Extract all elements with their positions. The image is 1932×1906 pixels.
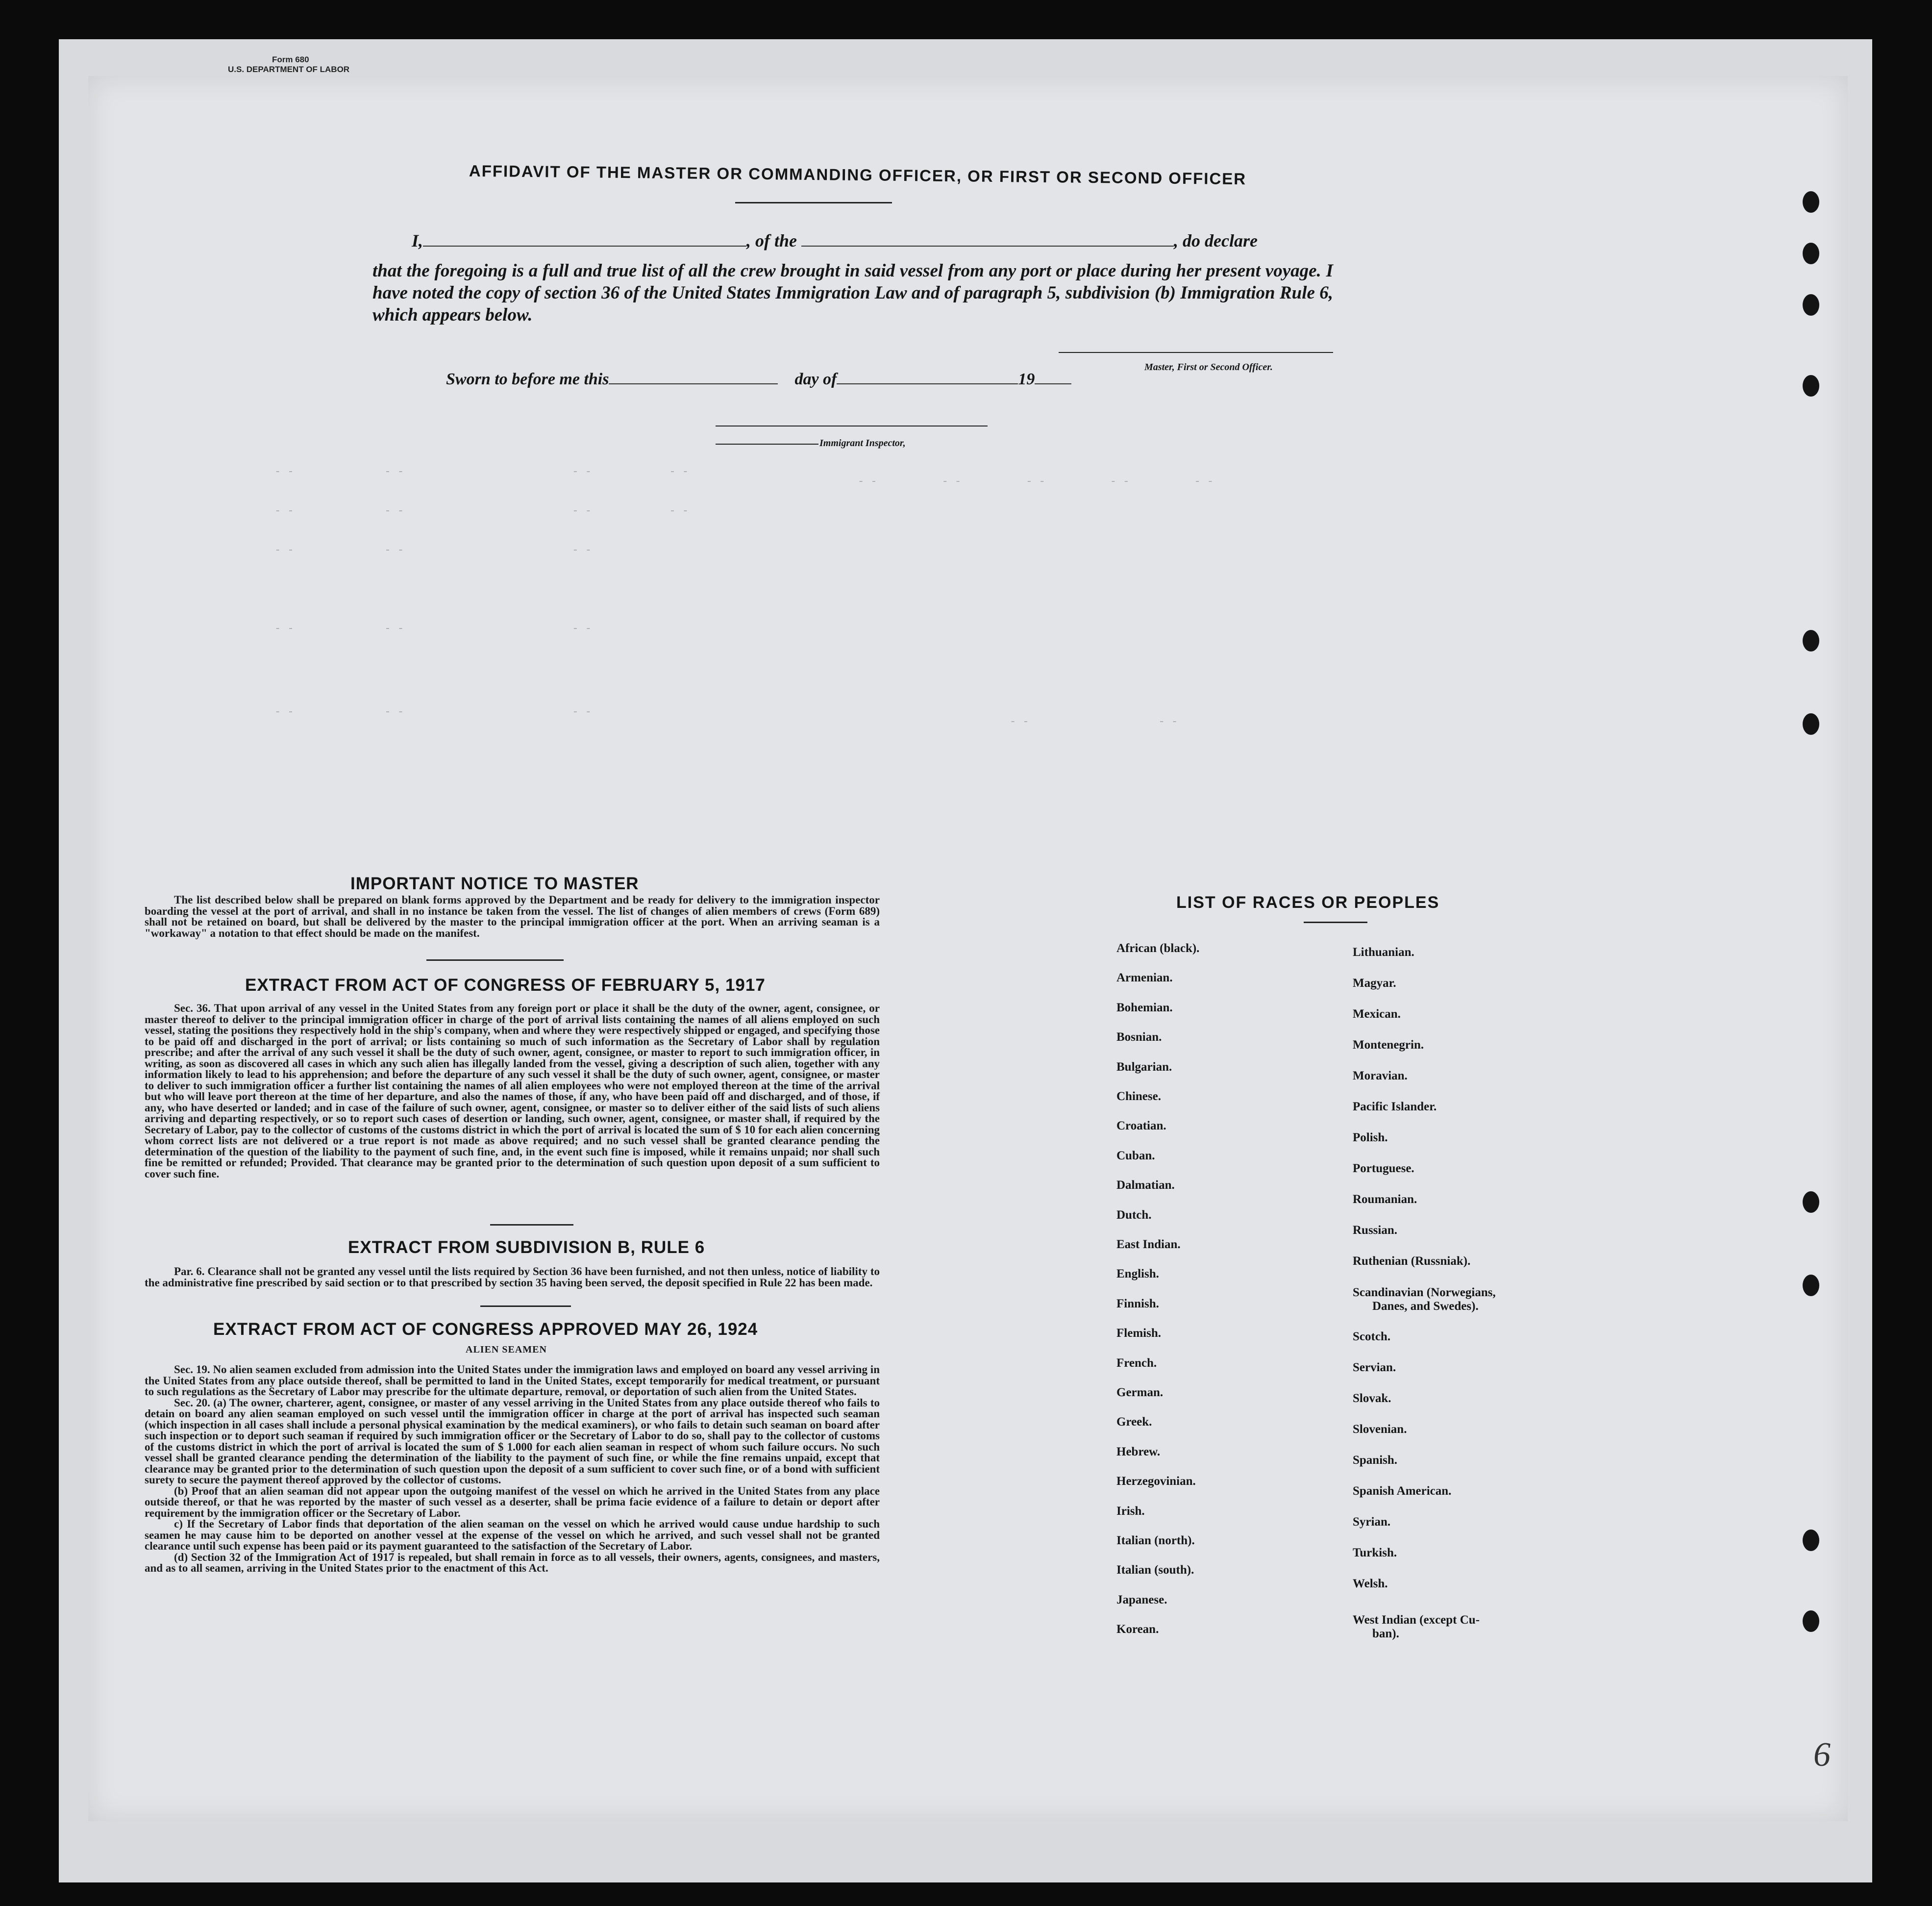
extract-1917-text — [145, 1003, 880, 1179]
race-item: Russian. — [1353, 1224, 1398, 1237]
affidavit-title: AFFIDAVIT OF THE MASTER OR COMMANDING OFFICER, OR FIRST OR SECOND OFFICER — [469, 161, 1247, 188]
races-title-rule — [1304, 922, 1367, 923]
notice-paragraph: The list described below shall be prepared on blank forms approved by the Department and be ready for delivery to the immigration inspector boarding the vessel at the port of arrival, and shall in no instance be taken from the vessel. The list of changes of alien members of crews (Form 689) shall not be retained on board, but shall be delivered by the master to the principal immigration officer at the port. When an arriving seaman is a "workaway" a notation to that effect should be made on the manifest. — [145, 894, 880, 939]
race-item: Ruthenian (Russniak). — [1353, 1254, 1471, 1268]
races-title: LIST OF RACES OR PEOPLES — [1176, 893, 1440, 912]
race-item: African (black). — [1116, 942, 1200, 955]
race-item: Roumanian. — [1353, 1193, 1417, 1206]
form-number: Form 680 — [272, 55, 309, 64]
race-item: Armenian. — [1116, 971, 1173, 985]
race-item: Italian (north). — [1116, 1534, 1195, 1547]
race-item: English. — [1116, 1267, 1159, 1281]
race-item: Moravian. — [1353, 1069, 1408, 1082]
punch-hole — [1803, 191, 1819, 213]
punch-hole — [1803, 1530, 1819, 1551]
race-item: Welsh. — [1353, 1577, 1388, 1590]
notice-rule — [426, 959, 564, 961]
race-item: Hebrew. — [1116, 1445, 1161, 1458]
notice-title: IMPORTANT NOTICE TO MASTER — [350, 874, 639, 893]
race-item: French. — [1116, 1356, 1157, 1370]
race-item: German. — [1116, 1386, 1164, 1399]
extract-rule6-paragraph: Par. 6. Clearance shall not be granted any vessel until the lists required by Section 36 have been furnished, and not then unless, notice of liability to the administrative fine prescribed by said section or to that prescribed by section 35 having been served, the deposit specified in Rule 22 has been made. — [145, 1265, 880, 1289]
punch-hole — [1803, 243, 1819, 264]
extract-1924-paragraph: Sec. 19. No alien seamen excluded from admission into the United States under the immigration laws and employed on board any vessel arriving in the United States from any place outside thereof, shall be permitted to land in the United States, except temporarily for medical treatment, or pursuant to such regulations as the Secretary of Labor may prescribe for the ultimate departure, removal, or deportation of such alien from the United States. — [145, 1363, 880, 1398]
race-item: Bohemian. — [1116, 1001, 1173, 1014]
affidavit-declare: , do declare — [1174, 231, 1258, 251]
race-item: Spanish. — [1353, 1454, 1398, 1467]
inspector-caption: Immigrant Inspector, — [819, 438, 906, 449]
race-item: Syrian. — [1353, 1515, 1391, 1529]
extract-1917-title: EXTRACT FROM ACT OF CONGRESS OF FEBRUARY 5, 1917 — [245, 976, 766, 995]
race-item: Danes, and Swedes). — [1372, 1300, 1479, 1313]
race-item: Irish. — [1116, 1504, 1145, 1518]
race-item: Slovak. — [1353, 1392, 1391, 1405]
race-item: West Indian (except Cu- — [1353, 1613, 1480, 1627]
handwritten-corner-mark: 6 — [1813, 1736, 1831, 1774]
extract-rule6-text — [145, 1266, 880, 1288]
race-item: Flemish. — [1116, 1327, 1161, 1340]
sworn-line — [446, 370, 1071, 389]
race-item: Italian (south). — [1116, 1563, 1194, 1577]
extract-rule6-rule — [480, 1305, 571, 1307]
day-of-text: day of — [794, 370, 837, 388]
sworn-text: Sworn to before me this — [446, 370, 609, 388]
race-item: Greek. — [1116, 1415, 1152, 1429]
inspector-signature-line — [716, 444, 818, 445]
race-item: Cuban. — [1116, 1149, 1155, 1162]
race-item: Slovenian. — [1353, 1423, 1407, 1436]
race-item: Croatian. — [1116, 1119, 1166, 1133]
race-item: Finnish. — [1116, 1297, 1159, 1310]
punch-hole — [1803, 294, 1819, 316]
race-item: Mexican. — [1353, 1007, 1401, 1021]
punch-hole — [1803, 1191, 1819, 1213]
race-item: Bosnian. — [1116, 1030, 1162, 1044]
race-item: Montenegrin. — [1353, 1038, 1424, 1052]
race-item: Chinese. — [1116, 1090, 1161, 1103]
extract-1924-subtitle: ALIEN SEAMEN — [466, 1344, 547, 1355]
race-item: Dalmatian. — [1116, 1179, 1175, 1192]
race-item: Scandinavian (Norwegians, — [1353, 1286, 1496, 1299]
sworn-month-blank[interactable] — [837, 371, 1018, 384]
master-signature-line — [1059, 352, 1333, 353]
extract-1924-paragraph: Sec. 20. (a) The owner, charterer, agent, consignee, or master of any vessel arriving in the United States from any place outside thereof who fails to detain on board any alien seaman employed on such vessel until the immigration officer in charge at the port of arrival has inspected such seaman (which inspection in all cases shall include a personal physical examination by the medical examiners), or who fails to detain such seaman on board after such inspection or to deport such seaman if required by such immigration officer or the Secretary of Labor to do so, shall pay to the collector of customs of the customs district in which the port of arrival is located the sum of $ 1.000 for each alien seaman in respect of whom such failure occurs. No such vessel shall be granted clearance pending the determination of the liability to the payment of such fine, or while the fine remains unpaid, except that clearance may be granted prior to the determination of such question upon the deposit of a sum sufficient to cover such fine, or of a bond with sufficient surety to secure the payment thereof approved by the collector of customs. — [145, 1396, 880, 1486]
race-item: Bulgarian. — [1116, 1060, 1172, 1074]
race-item: Scotch. — [1353, 1330, 1391, 1343]
master-caption: Master, First or Second Officer. — [1144, 362, 1273, 373]
race-item: Pacific Islander. — [1353, 1100, 1437, 1113]
extract-1924-paragraph: (b) Proof that an alien seaman did not appear upon the outgoing manifest of the vessel on which he arrived in the United States from any place outside thereof, or that he was reported by the master of such vessel as a deserter, shall be prima facie evidence of a failure to detain or deport after requirement by the immigration officer or the Secretary of Labor. — [145, 1484, 880, 1519]
extract-1917-rule — [490, 1224, 573, 1226]
punch-hole — [1803, 1275, 1819, 1296]
affidavit-body: that the foregoing is a full and true list of all the crew brought in said vessel from any port or place during her present voyage. I have noted the copy of section 36 of the United States Immigration Law and of paragraph 5, subdivision (b) Immigration Rule 6, which appears below. — [372, 261, 1333, 325]
extract-1917-paragraph: Sec. 36. That upon arrival of any vessel in the United States from any foreign port or place it shall be the duty of the owner, agent, consignee, or master thereof to deliver to the principal immigration officer in charge of the port of arrival lists containing the names of all aliens employed on such vessel, stating the positions they respectively hold in the ship's company, when and where they were respectively shipped or engaged, and specifying those to be paid off and discharged in the port of arrival; or lists containing so much of such information as the Secretary of Labor shall by regulation prescribe; and after the arrival of any such vessel it shall be the duty of such owner, agent, consignee, or master to report to such immigration officer, in writing, as soon as discovered all cases in which any such alien has illegally landed from the vessel, giving a description of such alien, together with any information likely to lead to his apprehension; and before the departure of any such vessel it shall be the duty of such owner, agent, consignee, or master to deliver to such immigration officer a further list containing the names of all alien employees who were not employed thereon at the time of the arrival but who will leave port thereon at the time of her departure, and also the names of those, if any, who have been paid off and discharged, and of those, if any, who have deserted or landed; and in case of the failure of such owner, agent, consignee, or master so to deliver either of the said lists of such aliens arriving and departing respectively, or so to report such cases of desertion or landing, such owner, agent, consignee, or master shall, if required by the Secretary of Labor, pay to the collector of customs of the customs district in which the port of arrival is located the sum of $ 10 for each alien concerning whom correct lists are not delivered or a true report is not made as above required; and no such vessel shall be granted clearance pending the determination of the question of the liability to the payment of such fine, and, in the event such fine is imposed, while it remains unpaid; nor shall such fine be remitted or refunded; Provided. That clearance may be granted prior to the determination of such question upon deposit of a sum sufficient to cover such fine. — [145, 1002, 880, 1180]
vessel-blank[interactable] — [801, 233, 1174, 247]
race-item: Lithuanian. — [1353, 946, 1414, 959]
race-item: Magyar. — [1353, 977, 1396, 990]
affidavit-title-rule — [735, 202, 892, 203]
affidavit-i: I, — [412, 231, 423, 251]
affidavit-declaration-line — [412, 230, 1258, 251]
race-item: Herzegovinian. — [1116, 1475, 1196, 1488]
race-item: Korean. — [1116, 1623, 1159, 1636]
race-item: Polish. — [1353, 1131, 1388, 1144]
sworn-year-blank[interactable] — [1035, 371, 1071, 384]
notice-text — [145, 895, 880, 939]
punch-hole — [1803, 1610, 1819, 1632]
extract-1924-paragraph: c) If the Secretary of Labor finds that deportation of the alien seaman on the vessel on which he arrived would cause undue hardship to such seamen he may cause him to be deported on another vessel at the expense of the vessel on which he arrived, and such vessel shall not be granted clearance until such expense has been paid or its payment guaranteed to the satisfaction of the Secretary of Labor. — [145, 1518, 880, 1552]
sworn-day-blank[interactable] — [609, 371, 778, 384]
name-blank[interactable] — [423, 233, 746, 247]
race-item: East Indian. — [1116, 1238, 1181, 1251]
extract-1924-title: EXTRACT FROM ACT OF CONGRESS APPROVED MAY 26, 1924 — [213, 1320, 758, 1339]
race-item: Japanese. — [1116, 1593, 1167, 1606]
extract-1924-text — [145, 1364, 880, 1574]
race-item: Spanish American. — [1353, 1484, 1452, 1498]
department-name: U.S. DEPARTMENT OF LABOR — [228, 65, 350, 74]
extract-1924-paragraph: (d) Section 32 of the Immigration Act of 1917 is repealed, but shall remain in force as to all vessels, their owners, agents, consignees, and masters, and as to all seamen, arriving in the United States prior to the enactment of this Act. — [145, 1551, 880, 1574]
punch-hole — [1803, 375, 1819, 397]
year-prefix: 19 — [1018, 370, 1035, 388]
race-item: Portuguese. — [1353, 1162, 1414, 1175]
punch-hole — [1803, 630, 1819, 652]
extract-rule6-title: EXTRACT FROM SUBDIVISION B, RULE 6 — [348, 1238, 705, 1257]
punch-hole — [1803, 713, 1819, 735]
affidavit-of-the: , of the — [746, 231, 797, 251]
race-item: Turkish. — [1353, 1546, 1397, 1559]
race-item: Dutch. — [1116, 1208, 1152, 1222]
race-item: ban). — [1372, 1627, 1399, 1640]
race-item: Servian. — [1353, 1361, 1396, 1374]
